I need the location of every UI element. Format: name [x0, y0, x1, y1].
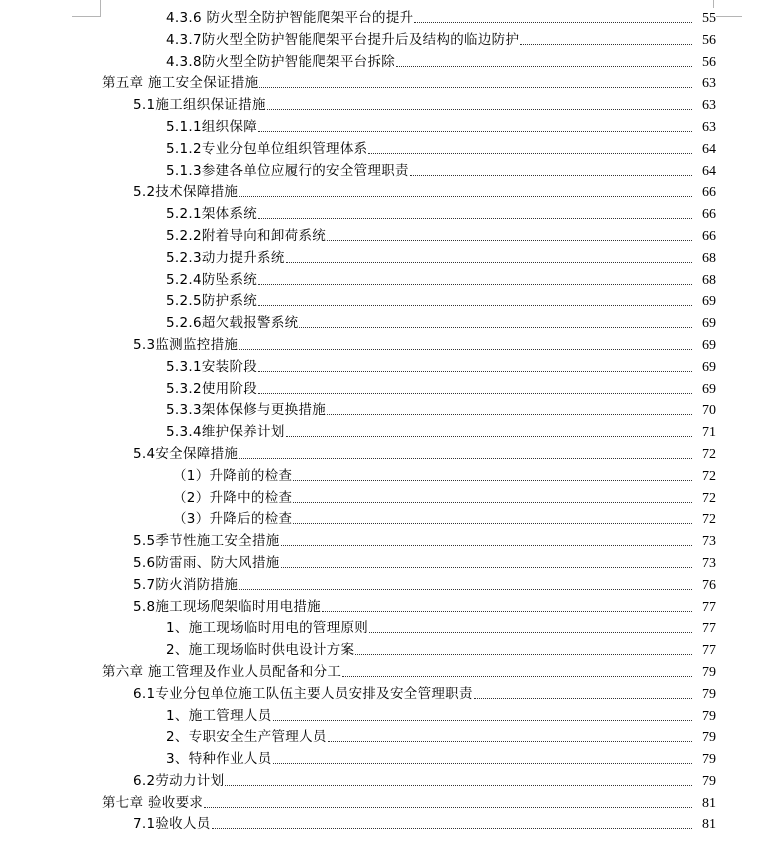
toc-entry-page-number: 69: [692, 335, 716, 357]
toc-entry[interactable]: [0, 357, 779, 379]
toc-dot-leader: [327, 414, 716, 415]
toc-entry-title: （3）升降后的检查: [173, 509, 293, 531]
toc-entry[interactable]: [0, 684, 779, 706]
toc-entry-page-number: 79: [692, 749, 716, 771]
toc-entry-page-number: 68: [692, 248, 716, 270]
toc-dot-leader: [327, 240, 716, 241]
toc-entry[interactable]: [0, 248, 779, 270]
toc-entry[interactable]: [0, 488, 779, 510]
toc-entry-title: 5.1.1组织保障: [166, 117, 258, 139]
toc-dot-leader: [239, 349, 716, 350]
toc-entry-title: 1、施工管理人员: [166, 706, 273, 728]
toc-entry-page-number: 73: [692, 531, 716, 553]
toc-dot-leader: [225, 785, 716, 786]
toc-entry-title: （1）升降前的检查: [173, 466, 293, 488]
toc-entry-page-number: 79: [692, 727, 716, 749]
toc-dot-leader: [273, 720, 716, 721]
toc-dot-leader: [239, 589, 716, 590]
toc-entry-page-number: 70: [692, 400, 716, 422]
toc-dot-leader: [368, 153, 716, 154]
toc-entry[interactable]: [0, 335, 779, 357]
toc-entry-title: 3、特种作业人员: [166, 749, 273, 771]
toc-entry-title: （2）升降中的检查: [173, 488, 293, 510]
toc-entry-page-number: 73: [692, 553, 716, 575]
toc-dot-leader: [414, 22, 716, 23]
toc-entry[interactable]: [0, 226, 779, 248]
toc-entry-page-number: 72: [692, 488, 716, 510]
toc-entry[interactable]: [0, 204, 779, 226]
toc-entry[interactable]: [0, 553, 779, 575]
toc-entry-title: 5.5季节性施工安全措施: [133, 531, 281, 553]
toc-entry-title: 5.3监测监控措施: [133, 335, 239, 357]
toc-dot-leader: [259, 87, 716, 88]
toc-entry-page-number: 55: [692, 8, 716, 30]
toc-entry-title: 4.3.6 防火型全防护智能爬架平台的提升: [166, 8, 414, 30]
toc-dot-leader: [396, 66, 716, 67]
toc-entry[interactable]: [0, 771, 779, 793]
toc-dot-leader: [212, 828, 716, 829]
toc-dot-leader: [258, 218, 716, 219]
toc-entry-title: 5.2.1架体系统: [166, 204, 258, 226]
toc-entry-page-number: 69: [692, 379, 716, 401]
toc-entry[interactable]: [0, 597, 779, 619]
toc-entry-title: 1、施工现场临时用电的管理原则: [166, 618, 369, 640]
toc-entry[interactable]: [0, 291, 779, 313]
toc-entry-title: 5.3.4维护保养计划: [166, 422, 286, 444]
toc-dot-leader: [258, 371, 716, 372]
toc-entry-title: 5.1.3参建各单位应履行的安全管理职责: [166, 161, 410, 183]
toc-entry-page-number: 63: [692, 117, 716, 139]
toc-entry-page-number: 81: [692, 793, 716, 815]
toc-entry-page-number: 69: [692, 313, 716, 335]
toc-entry-page-number: 72: [692, 444, 716, 466]
toc-entry-title: 4.3.7防火型全防护智能爬架平台提升后及结构的临边防护: [166, 30, 520, 52]
toc-entry[interactable]: [0, 466, 779, 488]
toc-entry-title: 5.2.2附着导向和卸荷系统: [166, 226, 327, 248]
toc-entry[interactable]: [0, 30, 779, 52]
toc-entry-title: 5.2.5防护系统: [166, 291, 258, 313]
toc-entry[interactable]: [0, 52, 779, 74]
toc-entry[interactable]: [0, 727, 779, 749]
toc-entry-title: 5.3.2使用阶段: [166, 379, 258, 401]
toc-dot-leader: [267, 109, 716, 110]
toc-dot-leader: [281, 545, 716, 546]
toc-dot-leader: [258, 131, 716, 132]
toc-dot-leader: [258, 284, 716, 285]
toc-dot-leader: [273, 763, 716, 764]
toc-entry[interactable]: [0, 139, 779, 161]
toc-entry-page-number: 63: [692, 95, 716, 117]
toc-entry[interactable]: [0, 117, 779, 139]
toc-entry-title: 第五章 施工安全保证措施: [102, 73, 259, 95]
toc-dot-leader: [410, 175, 716, 176]
toc-entry-page-number: 79: [692, 684, 716, 706]
toc-dot-leader: [204, 807, 716, 808]
toc-dot-leader: [299, 327, 716, 328]
toc-dot-leader: [328, 741, 716, 742]
toc-entry-page-number: 63: [692, 73, 716, 95]
toc-entry[interactable]: [0, 95, 779, 117]
toc-entry[interactable]: [0, 400, 779, 422]
toc-entry-title: 5.2.3动力提升系统: [166, 248, 286, 270]
toc-entry[interactable]: [0, 444, 779, 466]
toc-entry-title: 2、专职安全生产管理人员: [166, 727, 328, 749]
toc-entry-page-number: 69: [692, 357, 716, 379]
toc-entry-title: 5.6防雷雨、防大风措施: [133, 553, 281, 575]
toc-entry[interactable]: [0, 531, 779, 553]
toc-entry-page-number: 79: [692, 706, 716, 728]
table-of-contents: [0, 8, 779, 836]
toc-entry-title: 5.1施工组织保证措施: [133, 95, 267, 117]
toc-dot-leader: [369, 632, 716, 633]
toc-dot-leader: [281, 567, 716, 568]
toc-entry-title: 5.1.2专业分包单位组织管理体系: [166, 139, 368, 161]
toc-dot-leader: [286, 262, 716, 263]
toc-entry[interactable]: [0, 313, 779, 335]
toc-dot-leader: [258, 305, 716, 306]
toc-entry-page-number: 69: [692, 291, 716, 313]
toc-entry[interactable]: [0, 749, 779, 771]
toc-entry[interactable]: [0, 379, 779, 401]
toc-entry-title: 2、施工现场临时供电设计方案: [166, 640, 355, 662]
toc-entry[interactable]: [0, 422, 779, 444]
toc-entry[interactable]: [0, 640, 779, 662]
toc-entry[interactable]: [0, 161, 779, 183]
toc-entry[interactable]: [0, 814, 779, 836]
toc-entry-title: 第七章 验收要求: [102, 793, 204, 815]
toc-dot-leader: [322, 611, 716, 612]
toc-dot-leader: [293, 523, 716, 524]
toc-entry-title: 5.2.4防坠系统: [166, 270, 258, 292]
toc-entry-page-number: 72: [692, 509, 716, 531]
toc-entry-page-number: 72: [692, 466, 716, 488]
toc-entry[interactable]: [0, 662, 779, 684]
toc-entry-page-number: 76: [692, 575, 716, 597]
toc-entry-page-number: 77: [692, 618, 716, 640]
toc-entry[interactable]: [0, 509, 779, 531]
toc-dot-leader: [239, 458, 716, 459]
toc-entry-page-number: 66: [692, 226, 716, 248]
toc-entry[interactable]: [0, 706, 779, 728]
toc-entry-title: 5.7防火消防措施: [133, 575, 239, 597]
toc-entry-page-number: 64: [692, 139, 716, 161]
toc-entry-page-number: 79: [692, 771, 716, 793]
toc-entry-title: 5.3.1安装阶段: [166, 357, 258, 379]
toc-dot-leader: [474, 698, 716, 699]
toc-entry-page-number: 56: [692, 30, 716, 52]
toc-dot-leader: [520, 44, 716, 45]
toc-entry[interactable]: [0, 8, 779, 30]
toc-entry[interactable]: [0, 73, 779, 95]
toc-entry-title: 5.8施工现场爬架临时用电措施: [133, 597, 322, 619]
toc-entry-page-number: 68: [692, 270, 716, 292]
toc-entry-page-number: 64: [692, 161, 716, 183]
toc-entry-title: 5.4安全保障措施: [133, 444, 239, 466]
toc-entry[interactable]: [0, 793, 779, 815]
toc-entry[interactable]: [0, 270, 779, 292]
toc-entry-title: 第六章 施工管理及作业人员配备和分工: [102, 662, 342, 684]
toc-entry-page-number: 66: [692, 204, 716, 226]
toc-entry[interactable]: [0, 575, 779, 597]
toc-entry-title: 5.2.6超欠载报警系统: [166, 313, 299, 335]
toc-entry-title: 6.1专业分包单位施工队伍主要人员安排及安全管理职责: [133, 684, 474, 706]
toc-entry-page-number: 77: [692, 640, 716, 662]
toc-entry-page-number: 56: [692, 52, 716, 74]
toc-dot-leader: [258, 393, 716, 394]
toc-entry-page-number: 81: [692, 814, 716, 836]
toc-entry-title: 7.1验收人员: [133, 814, 212, 836]
toc-entry-title: 5.3.3架体保修与更换措施: [166, 400, 327, 422]
toc-dot-leader: [286, 436, 716, 437]
toc-entry-title: 5.2技术保障措施: [133, 182, 239, 204]
toc-entry-page-number: 77: [692, 597, 716, 619]
toc-entry-title: 4.3.8防火型全防护智能爬架平台拆除: [166, 52, 396, 74]
toc-entry[interactable]: [0, 618, 779, 640]
toc-entry-page-number: 79: [692, 662, 716, 684]
toc-entry-title: 6.2劳动力计划: [133, 771, 225, 793]
toc-dot-leader: [355, 654, 716, 655]
toc-dot-leader: [293, 502, 716, 503]
toc-entry-page-number: 71: [692, 422, 716, 444]
toc-entry-page-number: 66: [692, 182, 716, 204]
toc-dot-leader: [293, 480, 716, 481]
toc-dot-leader: [342, 676, 716, 677]
toc-dot-leader: [239, 196, 716, 197]
toc-entry[interactable]: [0, 182, 779, 204]
